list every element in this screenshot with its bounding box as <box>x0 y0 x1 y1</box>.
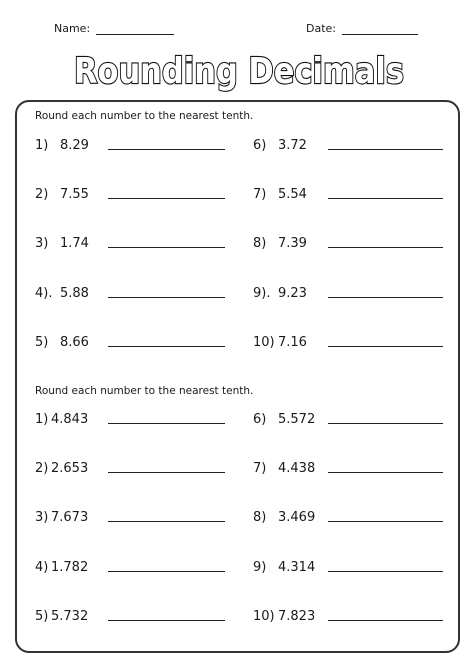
answer-line[interactable] <box>328 570 443 572</box>
problem-value: 4.314 <box>278 560 316 575</box>
problem-number: 1) <box>35 138 49 153</box>
answer-line[interactable] <box>328 246 443 248</box>
answer-line[interactable] <box>328 422 443 424</box>
problem-item <box>253 138 307 153</box>
problem-value: 5.88 <box>60 286 89 301</box>
answer-line[interactable] <box>328 520 443 522</box>
answer-line[interactable] <box>108 246 225 248</box>
problem-item <box>253 286 307 301</box>
problem-item <box>35 560 88 575</box>
problem-value: 1.782 <box>51 560 89 575</box>
problem-number: 7) <box>253 187 267 202</box>
date-field <box>306 22 418 35</box>
problem-value: 7.823 <box>278 609 316 624</box>
problem-item <box>35 187 89 202</box>
answer-line[interactable] <box>108 422 225 424</box>
problem-number: 4). <box>35 286 53 301</box>
problem-item <box>35 609 88 624</box>
problem-value: 7.55 <box>60 187 89 202</box>
date-blank-line[interactable] <box>342 23 418 35</box>
problem-value: 3.72 <box>278 138 307 153</box>
problem-item <box>35 461 88 476</box>
problem-item <box>253 335 307 350</box>
answer-line[interactable] <box>328 148 443 150</box>
problem-value: 1.74 <box>60 236 89 251</box>
answer-line[interactable] <box>108 197 225 199</box>
problem-number: 9). <box>253 286 271 301</box>
problem-number: 8) <box>253 510 267 525</box>
problem-number: 4) <box>35 560 49 575</box>
problem-value: 5.572 <box>278 412 316 427</box>
answer-line[interactable] <box>328 471 443 473</box>
section-2-instruction: Round each number to the nearest tenth. <box>35 385 254 397</box>
problem-number: 3) <box>35 236 49 251</box>
problem-value: 8.29 <box>60 138 89 153</box>
date-label: Date: <box>306 22 336 35</box>
problem-number: 6) <box>253 412 267 427</box>
problem-number: 10) <box>253 335 275 350</box>
page-title-banner <box>0 38 474 100</box>
problem-number: 9) <box>253 560 267 575</box>
problem-item <box>253 609 315 624</box>
page-title-svg <box>0 38 474 100</box>
answer-line[interactable] <box>108 148 225 150</box>
problem-number: 2) <box>35 461 49 476</box>
problem-value: 4.843 <box>51 412 89 427</box>
page-title: Rounding Decimals <box>74 51 404 92</box>
problem-item <box>253 187 307 202</box>
name-field <box>54 22 174 35</box>
problem-value: 7.16 <box>278 335 307 350</box>
problem-item <box>35 286 89 301</box>
problem-value: 9.23 <box>278 286 307 301</box>
problem-item <box>253 461 315 476</box>
answer-line[interactable] <box>108 520 225 522</box>
answer-line[interactable] <box>108 345 225 347</box>
problem-item <box>35 138 89 153</box>
problem-value: 7.39 <box>278 236 307 251</box>
problem-item <box>253 510 315 525</box>
problem-value: 3.469 <box>278 510 316 525</box>
section-1-instruction: Round each number to the nearest tenth. <box>35 110 254 122</box>
problem-value: 8.66 <box>60 335 89 350</box>
problem-item <box>35 236 89 251</box>
problem-item <box>253 412 315 427</box>
problem-value: 5.732 <box>51 609 89 624</box>
problem-number: 5) <box>35 609 49 624</box>
problem-item <box>35 412 88 427</box>
answer-line[interactable] <box>328 619 443 621</box>
problem-number: 6) <box>253 138 267 153</box>
problem-number: 5) <box>35 335 49 350</box>
answer-line[interactable] <box>108 296 225 298</box>
name-label: Name: <box>54 22 91 35</box>
problem-number: 8) <box>253 236 267 251</box>
answer-line[interactable] <box>328 296 443 298</box>
problem-item <box>253 236 307 251</box>
problem-number: 2) <box>35 187 49 202</box>
problem-value: 7.673 <box>51 510 89 525</box>
problem-number: 10) <box>253 609 275 624</box>
answer-line[interactable] <box>108 570 225 572</box>
problem-number: 3) <box>35 510 49 525</box>
answer-line[interactable] <box>108 471 225 473</box>
name-blank-line[interactable] <box>96 23 174 35</box>
problem-item <box>253 560 315 575</box>
problem-value: 5.54 <box>278 187 307 202</box>
problem-value: 4.438 <box>278 461 316 476</box>
problem-item <box>35 335 89 350</box>
answer-line[interactable] <box>108 619 225 621</box>
answer-line[interactable] <box>328 345 443 347</box>
answer-line[interactable] <box>328 197 443 199</box>
problem-item <box>35 510 88 525</box>
problem-value: 2.653 <box>51 461 89 476</box>
problem-number: 7) <box>253 461 267 476</box>
problem-number: 1) <box>35 412 49 427</box>
